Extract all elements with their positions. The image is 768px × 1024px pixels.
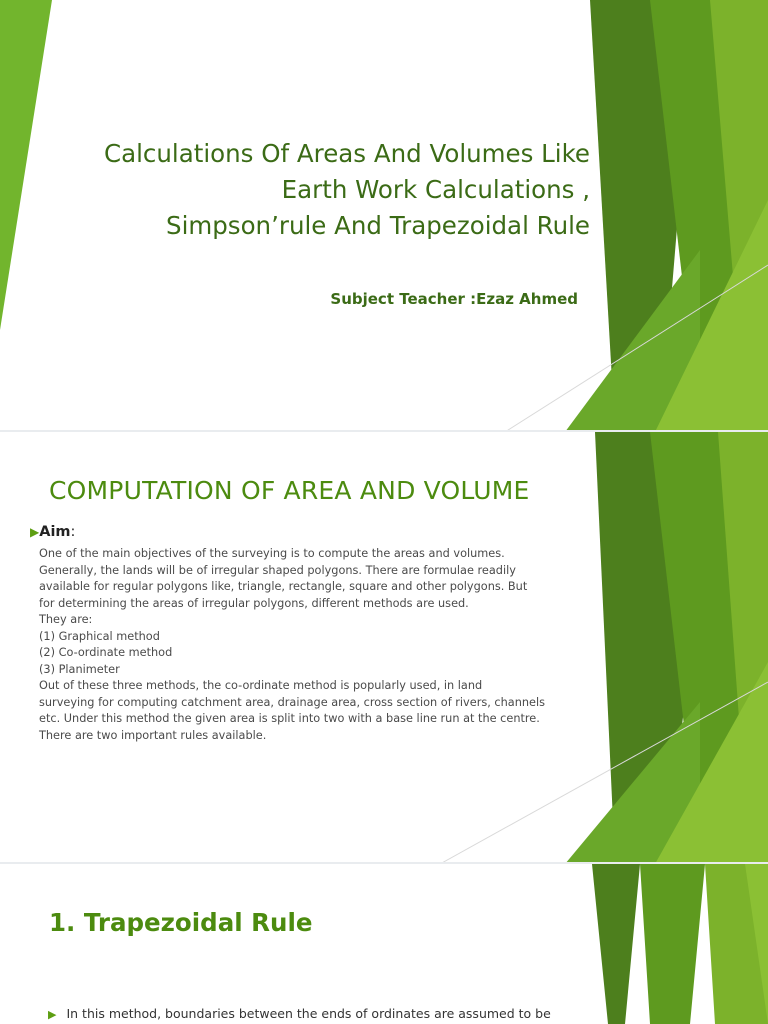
triangle-bullet-icon: ▶ — [48, 1008, 57, 1021]
trapezoidal-bullet-text: In this method, boundaries between the ends of ordinates are assumed to be — [66, 1006, 551, 1021]
aim-line: available for regular polygons like, triangle, rectangle, square and other polygons. But — [39, 580, 528, 593]
aim-line: (2) Co-ordinate method — [39, 646, 173, 659]
title-1 — [30, 136, 590, 244]
aim-line: One of the main objectives of the surveying is to compute the areas and volumes. — [39, 547, 505, 560]
deco-dark-band — [592, 864, 640, 1024]
aim-line: (1) Graphical method — [39, 629, 160, 643]
aim-line: (3) Planimeter — [39, 662, 120, 676]
trapezoidal-bullet — [48, 1006, 551, 1021]
aim-label: Aim — [39, 524, 71, 540]
aim-line: for determining the areas of irregular polygons, different methods are used. — [39, 596, 469, 610]
slide-2 — [0, 432, 768, 864]
slide-1 — [0, 0, 768, 432]
triangle-bullet-icon: ▶ — [30, 525, 40, 539]
aim-line: There are two important rules available. — [39, 728, 267, 742]
slide-3 — [0, 864, 768, 1024]
slide-3-green-decoration — [0, 864, 768, 1024]
title-3: 1. Trapezoidal Rule — [49, 908, 313, 937]
aim-line: etc. Under this method the given area is split into two with a base line run at the centre. — [39, 712, 540, 725]
aim-colon: : — [70, 524, 76, 540]
aim-line: Generally, the lands will be of irregular shaped polygons. There are formulae readily — [39, 563, 516, 577]
aim-heading — [30, 524, 75, 540]
title-line-1: Calculations Of Areas And Volumes Like — [103, 139, 590, 168]
aim-line: Out of these three methods, the co-ordinate method is popularly used, in land — [39, 679, 483, 692]
title-line-3: Simpson’rule And Trapezoidal Rule — [166, 211, 590, 240]
aim-line: They are: — [39, 613, 93, 626]
title-line-2: Earth Work Calculations , — [281, 175, 590, 204]
deco-mid-band — [640, 864, 705, 1024]
aim-line: surveying for computing catchment area, drainage area, cross section of rivers, channels — [39, 695, 545, 709]
aim-body — [39, 546, 599, 744]
subtitle-teacher: Subject Teacher :Ezaz Ahmed — [330, 290, 578, 308]
title-2: COMPUTATION OF AREA AND VOLUME — [49, 476, 530, 505]
